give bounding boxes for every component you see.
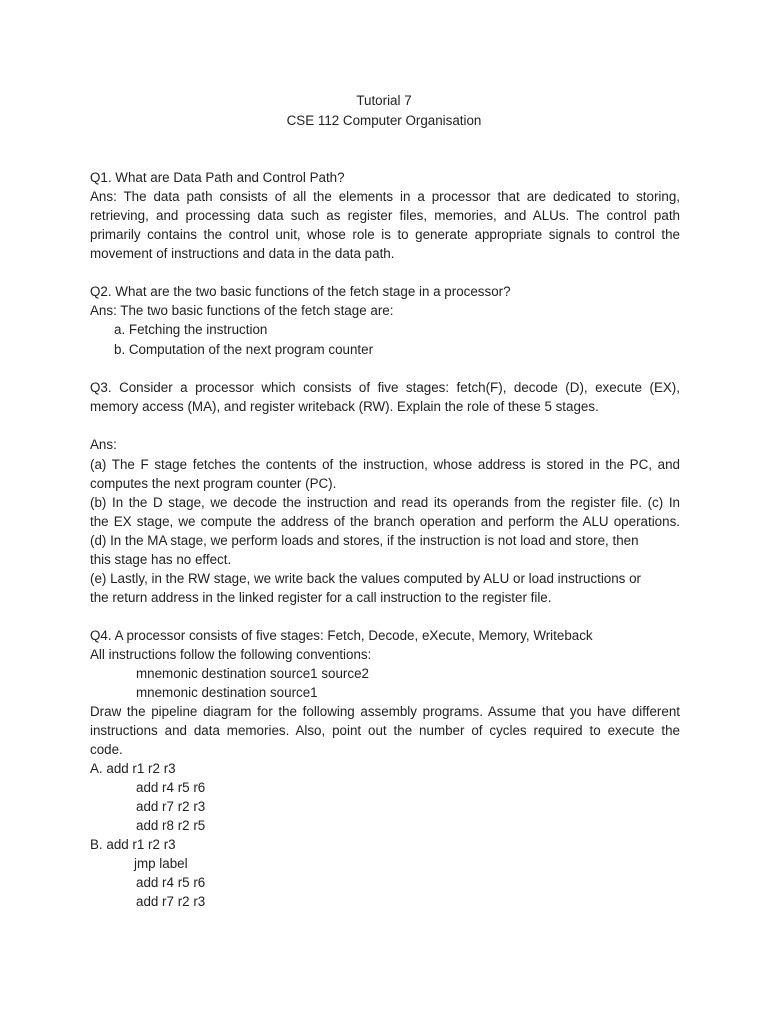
program-a-line: add r7 r2 r3 — [136, 799, 206, 814]
q3-answer-line: computes the next program counter (PC). — [90, 476, 337, 491]
program-b-line: add r4 r5 r6 — [136, 875, 206, 890]
program-a-line: add r4 r5 r6 — [136, 780, 206, 795]
q1-answer-line: Ans: The data path consists of all the elements in a processor that are dedicated to storing, — [90, 189, 680, 204]
q3-answer-line: (b) In the D stage, we decode the instruction and read its operands from the register file. (c) In — [90, 495, 680, 510]
q1-question: Q1. What are Data Path and Control Path? — [90, 170, 345, 185]
course-title: CSE 112 Computer Organisation — [286, 113, 482, 128]
program-b-line: jmp label — [134, 856, 188, 871]
q3-answer-line: (d) In the MA stage, we perform loads and stores, if the instruction is not load and store, then — [90, 533, 639, 548]
q4-task-line: Draw the pipeline diagram for the following assembly programs. Assume that you have different — [90, 704, 680, 719]
document-title: Tutorial 7 — [356, 93, 412, 108]
q4-conventions-intro: All instructions follow the following conventions: — [90, 647, 372, 662]
q3-answer-line: the EX stage, we compute the address of the branch operation and perform the ALU operations. — [90, 514, 680, 529]
q4-convention: mnemonic destination source1 source2 — [136, 666, 369, 681]
program-b-line: B. add r1 r2 r3 — [90, 837, 176, 852]
q4-question: Q4. A processor consists of five stages: Fetch, Decode, eXecute, Memory, Writeback — [90, 628, 593, 643]
q4-task-line: instructions and data memories. Also, point out the number of cycles required to execute the — [90, 723, 680, 738]
q2-answer-intro: Ans: The two basic functions of the fetch stage are: — [90, 303, 394, 318]
q3-answer-label: Ans: — [90, 437, 117, 452]
program-a-line: A. add r1 r2 r3 — [90, 761, 176, 776]
q2-list-item: b. Computation of the next program counter — [114, 342, 374, 357]
program-a-line: add r8 r2 r5 — [136, 818, 206, 833]
q3-answer-line: (e) Lastly, in the RW stage, we write back the values computed by ALU or load instructions or — [90, 571, 642, 586]
q1-answer-line: retrieving, and processing data such as register files, memories, and ALUs. The control path — [90, 208, 680, 223]
program-b-line: add r7 r2 r3 — [136, 894, 206, 909]
q1-answer-line: movement of instructions and data in the data path. — [90, 246, 395, 261]
q3-question-line: Q3. Consider a processor which consists of five stages: fetch(F), decode (D), execute (EX), — [90, 380, 680, 395]
q4-convention: mnemonic destination source1 — [136, 685, 318, 700]
q1-answer-line: primarily contains the control unit, whose role is to generate appropriate signals to control the — [90, 227, 680, 242]
q3-answer-line: (a) The F stage fetches the contents of the instruction, whose address is stored in the PC, and — [90, 457, 680, 472]
q4-task-line: code. — [90, 742, 123, 757]
q2-list-item: a. Fetching the instruction — [114, 322, 268, 337]
q2-question: Q2. What are the two basic functions of the fetch stage in a processor? — [90, 284, 511, 299]
q3-question-line: memory access (MA), and register writeback (RW). Explain the role of these 5 stages. — [90, 399, 599, 414]
q3-answer-line: the return address in the linked register for a call instruction to the register file. — [90, 590, 552, 605]
q3-answer-line: this stage has no effect. — [90, 552, 232, 567]
